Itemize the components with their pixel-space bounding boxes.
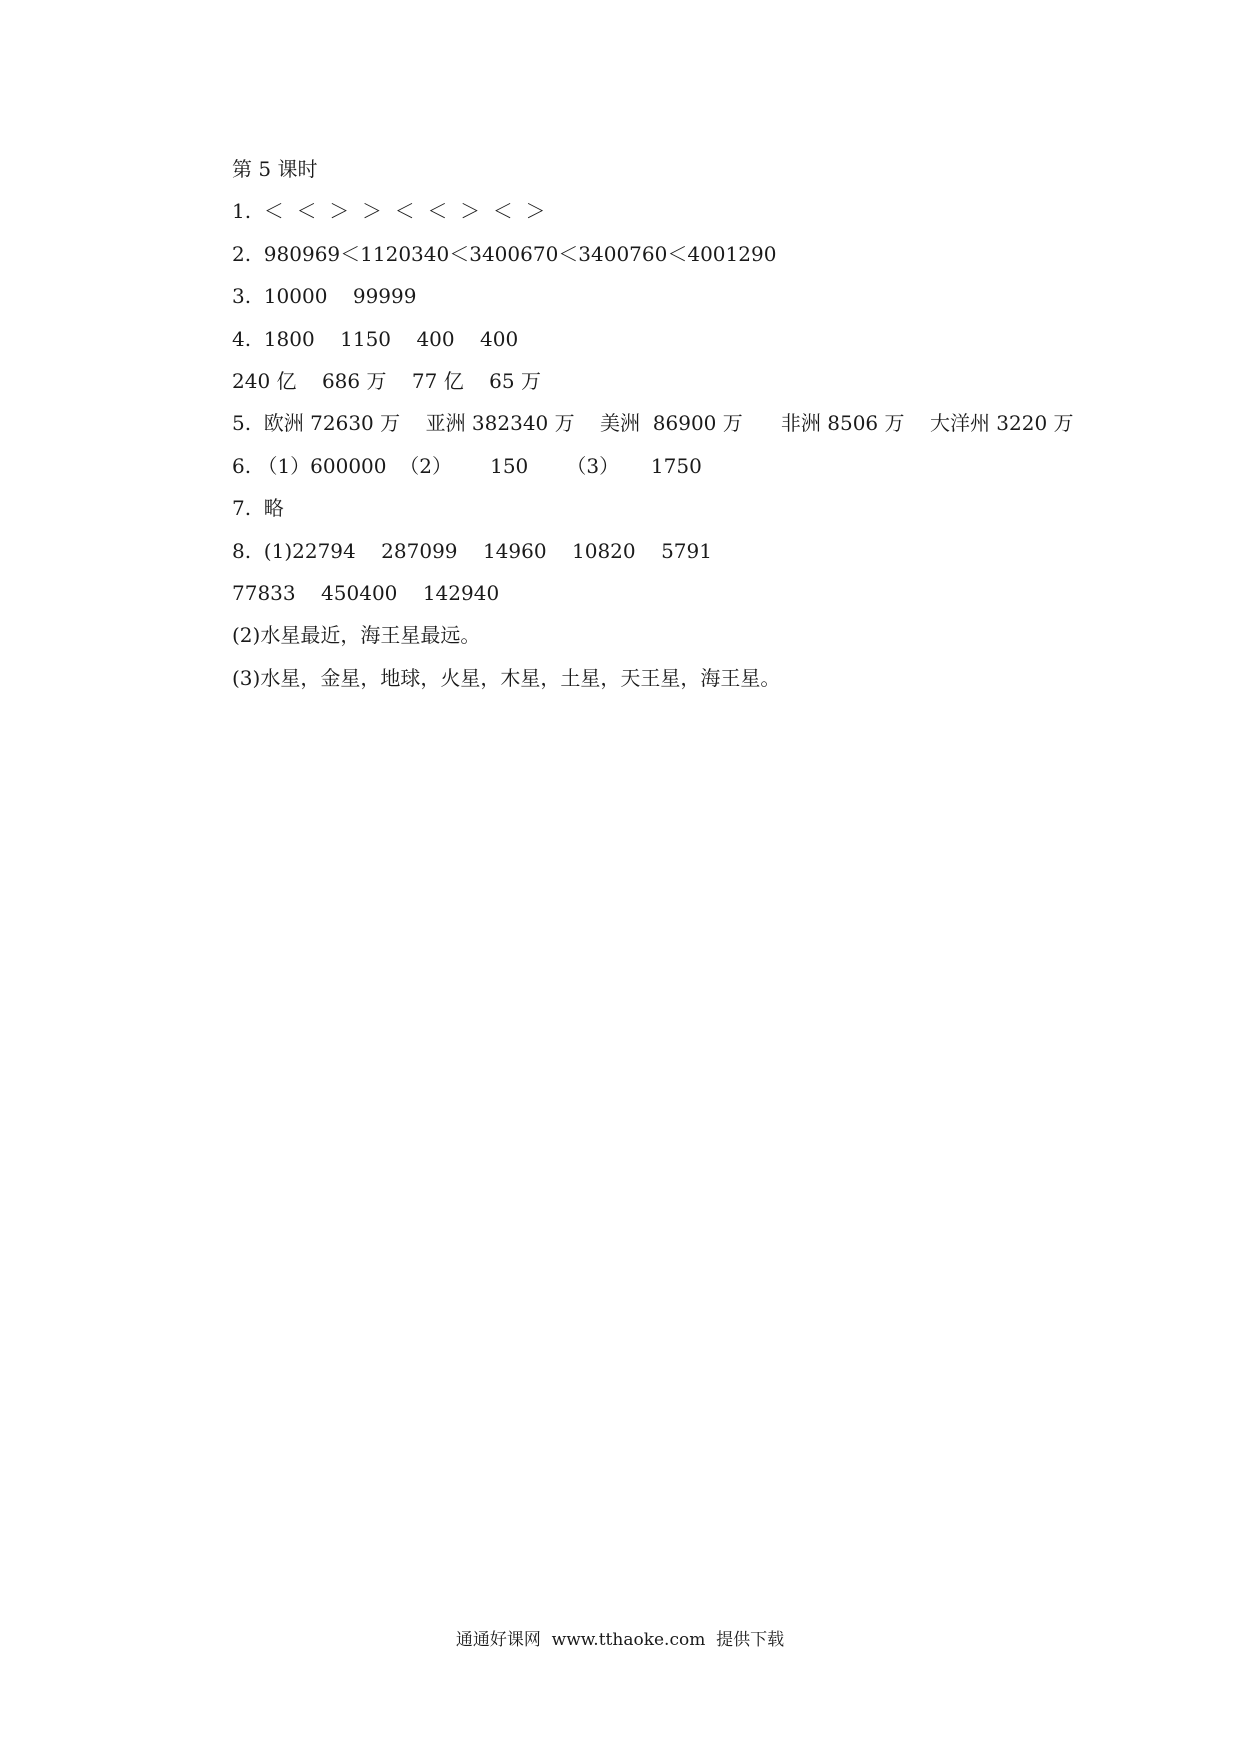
section-title: 第 5 课时 — [232, 157, 318, 181]
answer-section — [232, 148, 1132, 699]
answer-line-8-part-2: (2)水星最近，海王星最远。 — [232, 623, 481, 648]
answer-line-8-continued: 77833 450400 142940 — [232, 580, 500, 605]
answer-line-4: 4. 1800 1150 400 400 — [232, 326, 519, 351]
answer-line-6: 6. （1）600000 （2） 150 （3） 1750 — [232, 453, 702, 478]
answer-line-7: 7. 略 — [232, 496, 284, 521]
answer-line-8-part-3: (3)水星，金星，地球，火星，木星，土星，天王星，海王星。 — [232, 665, 781, 690]
page-footer: 通通好课网 www.tthaoke.com 提供下载 — [455, 1630, 785, 1650]
answer-line-5: 5. 欧洲 72630 万 亚洲 382340 万 美洲 86900 万 非洲 8506 万 大洋州 3220 万 — [232, 411, 1074, 436]
answer-line-4-continued: 240 亿 686 万 77 亿 65 万 — [232, 368, 541, 393]
answer-line-3: 3. 10000 99999 — [232, 284, 417, 309]
answer-line-8: 8. (1)22794 287099 14960 10820 5791 — [232, 538, 712, 563]
answer-line-2: 2. 980969＜1120340＜3400670＜3400760＜4001290 — [232, 241, 777, 266]
answer-line-1: 1. ＜ ＜ ＞ ＞ ＜ ＜ ＞ ＜ ＞ — [232, 199, 546, 224]
